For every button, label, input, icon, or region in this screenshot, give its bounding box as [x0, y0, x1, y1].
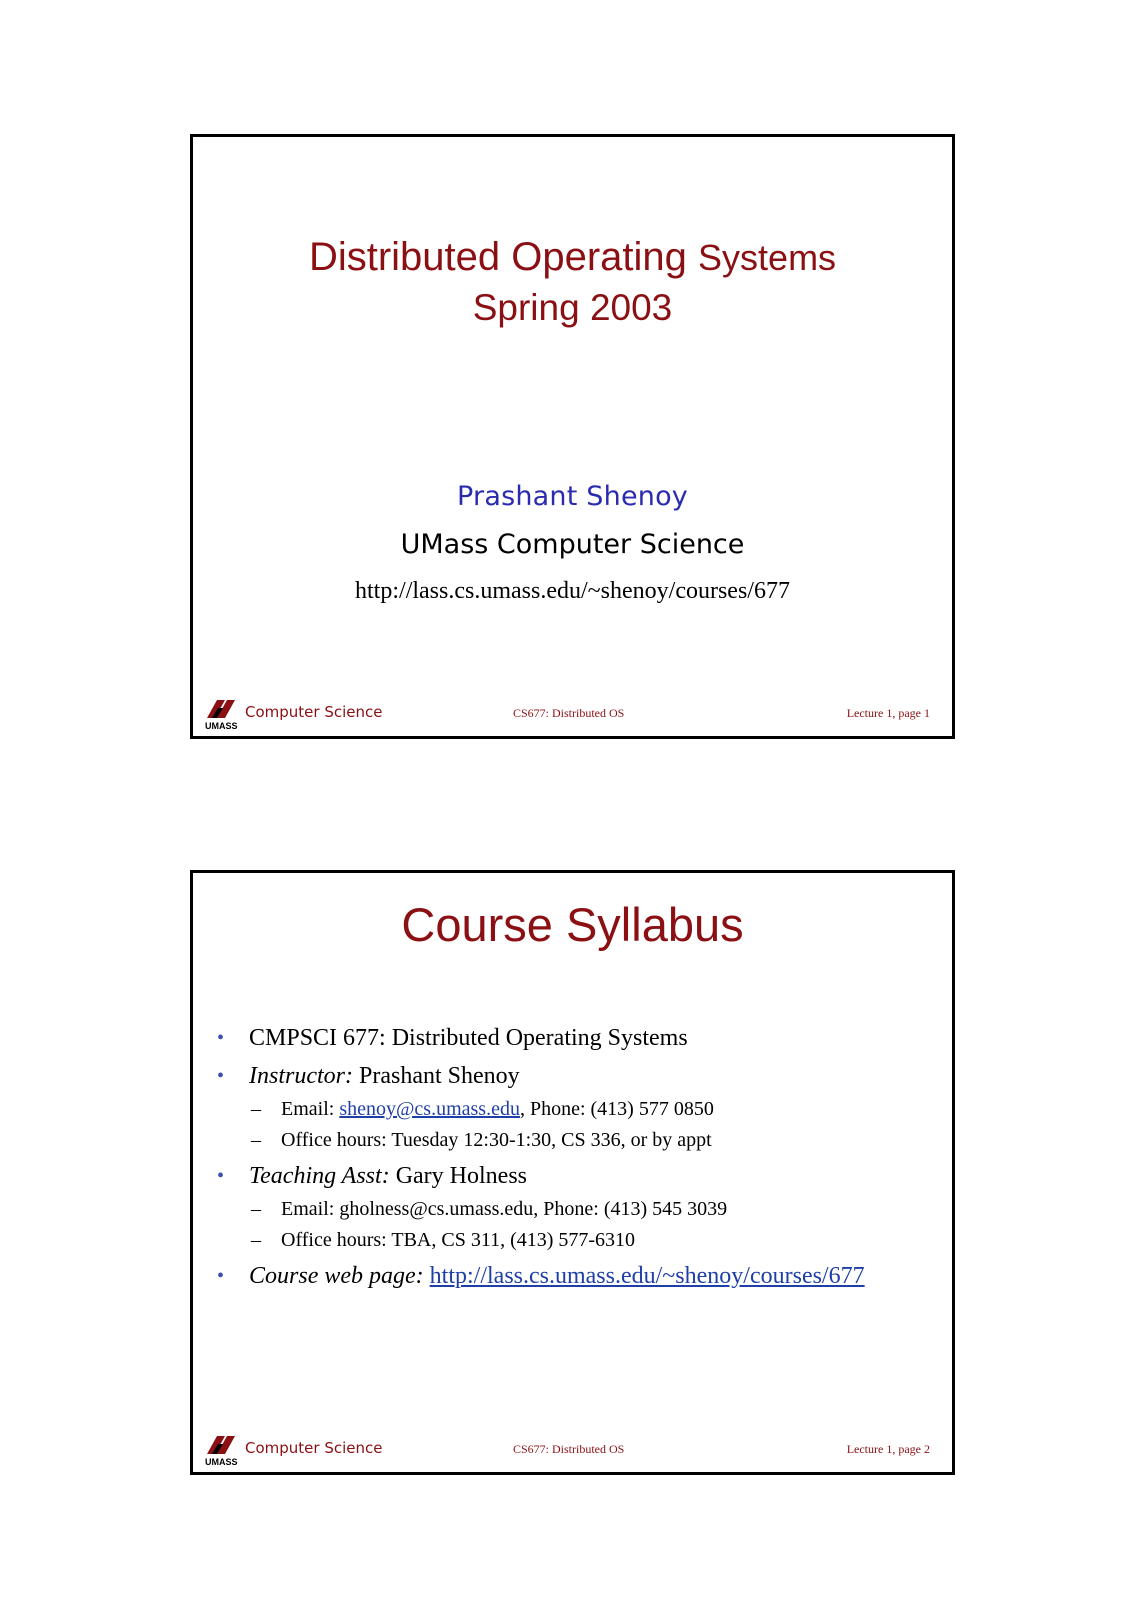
footer-dept: Computer Science: [245, 1439, 383, 1457]
email-label: Email:: [281, 1098, 340, 1120]
footer-dept: Computer Science: [245, 703, 383, 721]
sub-ta-email: [217, 1196, 937, 1222]
bullet-icon: •: [217, 1265, 225, 1287]
slide-footer: [193, 1432, 952, 1472]
instructor-phone: , Phone: (413) 577 0850: [519, 1098, 714, 1120]
instructor-hours: Office hours: Tuesday 12:30-1:30, CS 336, or by appt: [281, 1129, 712, 1151]
instructor-name: Prashant Shenoy: [359, 1063, 520, 1089]
slide-2: [190, 870, 955, 1475]
bullet-ta: [217, 1161, 937, 1191]
dash-icon: –: [251, 1198, 261, 1220]
slide-title-line-2: Spring 2003: [472, 287, 673, 328]
title-part-1: Distributed Operating: [308, 235, 687, 279]
sub-ta-hours: [217, 1227, 937, 1253]
ta-email: Email: gholness@cs.umass.edu, Phone: (413) 545 3039: [281, 1198, 728, 1220]
ta-hours: Office hours: TBA, CS 311, (413) 577-6310: [281, 1229, 636, 1251]
author-name: Prashant Shenoy: [457, 481, 688, 512]
bullet-icon: •: [217, 1065, 225, 1087]
title-part-2: Systems: [698, 237, 837, 278]
ta-name: Gary Holness: [395, 1163, 527, 1189]
ta-label: Teaching Asst:: [249, 1163, 390, 1189]
syllabus-list: [217, 1015, 937, 1291]
slide-title-line-1: [193, 235, 952, 280]
slide-1: [190, 134, 955, 739]
course-text: CMPSCI 677: Distributed Operating Systems: [249, 1025, 688, 1051]
slide-title: Course Syllabus: [401, 898, 744, 951]
bullet-instructor: [217, 1061, 937, 1091]
logo-text: UMASS: [205, 1457, 238, 1467]
bullet-web: [217, 1261, 937, 1291]
footer-course: CS677: Distributed OS: [513, 706, 625, 720]
logo-text: UMASS: [205, 721, 238, 731]
bullet-icon: •: [217, 1165, 225, 1187]
bullet-course: [217, 1023, 937, 1053]
slide-footer: [193, 696, 952, 736]
sub-instructor-hours: [217, 1127, 937, 1153]
web-label: Course web page:: [249, 1263, 424, 1289]
instructor-email-link[interactable]: shenoy@cs.umass.edu: [339, 1098, 520, 1120]
dash-icon: –: [251, 1229, 261, 1251]
umass-logo: [203, 1432, 243, 1468]
footer-page: Lecture 1, page 2: [846, 1442, 930, 1456]
footer-page: Lecture 1, page 1: [846, 706, 930, 720]
affiliation: UMass Computer Science: [400, 529, 745, 560]
bullet-icon: •: [217, 1027, 225, 1049]
sub-instructor-email: [217, 1096, 937, 1122]
footer-course: CS677: Distributed OS: [513, 1442, 625, 1456]
course-web-link[interactable]: http://lass.cs.umass.edu/~shenoy/courses/677: [429, 1263, 865, 1289]
dash-icon: –: [251, 1129, 261, 1151]
course-url[interactable]: http://lass.cs.umass.edu/~shenoy/courses/677: [355, 578, 790, 604]
umass-logo: [203, 696, 243, 732]
dash-icon: –: [251, 1098, 261, 1120]
instructor-label: Instructor:: [249, 1063, 353, 1089]
